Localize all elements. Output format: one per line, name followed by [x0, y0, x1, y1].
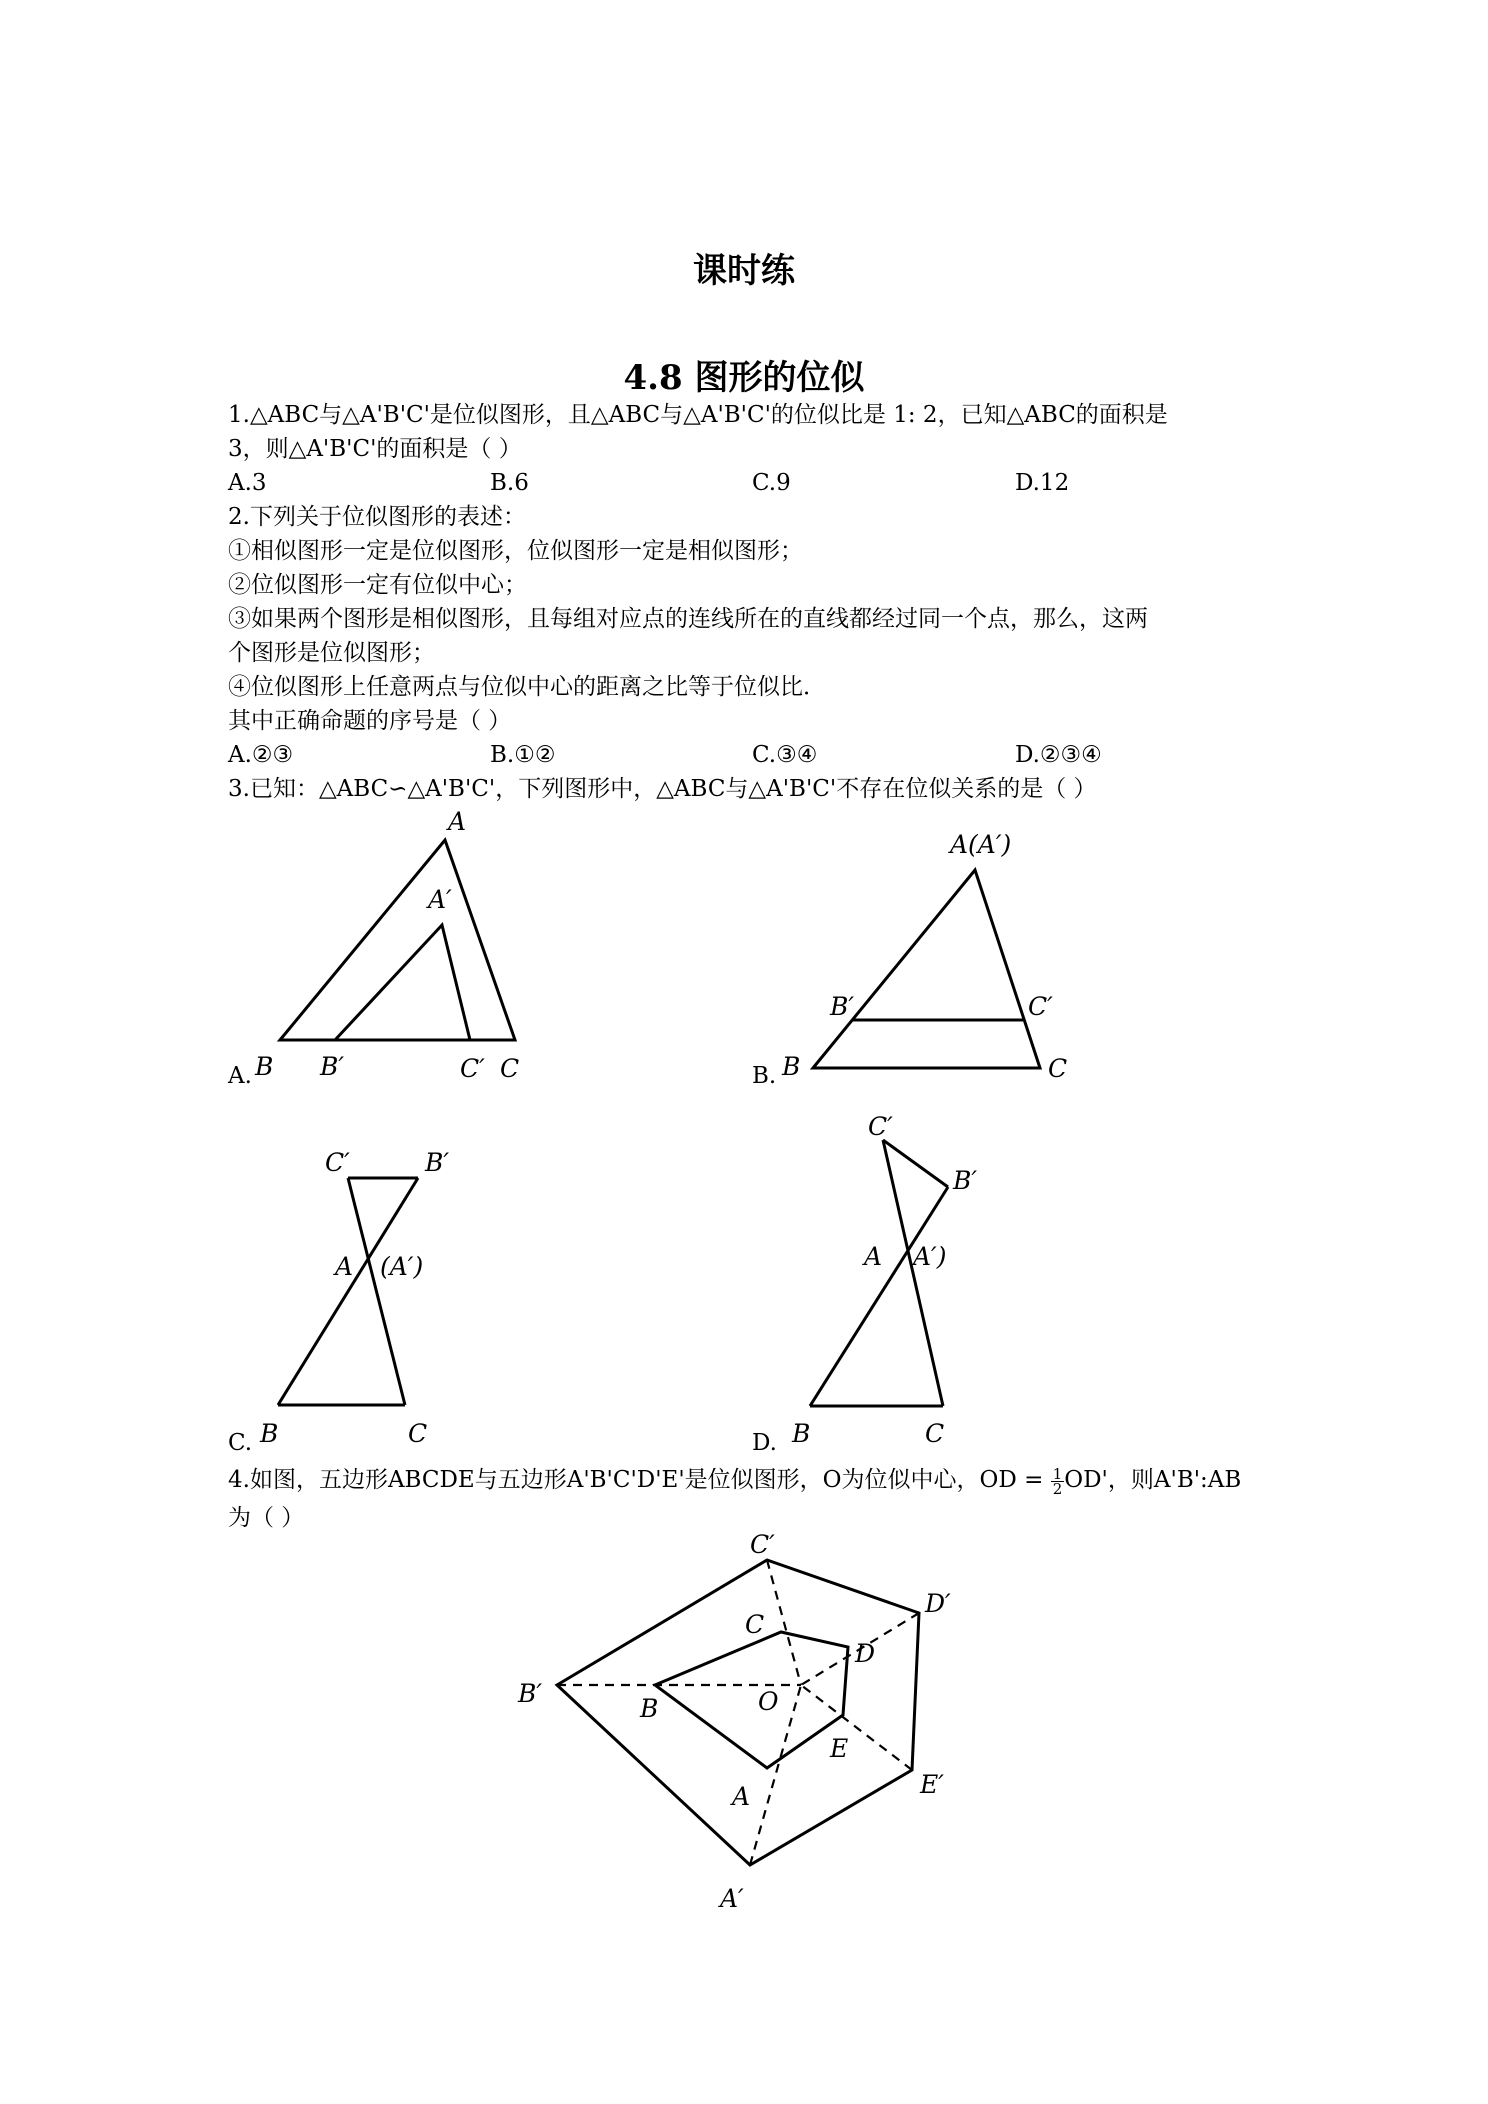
q4-stem-line1 [228, 1465, 1241, 1496]
label-d: D [855, 1639, 876, 1668]
q3-option-c: C. [228, 1430, 253, 1456]
pentagon-a-prime-e-prime [557, 1560, 919, 1865]
q2-statement-1: ①相似图形一定是位似图形，位似图形一定是相似图形； [228, 538, 803, 564]
q4-fraction-numerator: 1 [1052, 1464, 1063, 1483]
label-b-prime: B′ [830, 992, 855, 1021]
q2-option-d: D.②③④ [1015, 742, 1102, 768]
label-a-a-prime: A(A′) [950, 830, 1012, 859]
q1-option-a: A.3 [228, 470, 267, 496]
q2-statement-3a: ③如果两个图形是相似图形，且每组对应点的连线所在的直线都经过同一个点，那么，这两 [228, 606, 1148, 632]
label-b: B [255, 1052, 274, 1081]
label-a-prime-paren: A′) [913, 1242, 947, 1271]
q1-option-c: C.9 [752, 470, 791, 496]
label-c: C [1048, 1054, 1068, 1083]
label-a-prime-paren: (A′) [380, 1252, 424, 1281]
label-c-prime: C′ [325, 1148, 350, 1177]
label-b: B [792, 1419, 811, 1445]
q3-option-a: A. [228, 1063, 252, 1089]
label-c: C [745, 1610, 765, 1639]
q2-statement-4: ④位似图形上任意两点与位似中心的距离之比等于位似比． [228, 674, 826, 700]
segment-c-prime-c [883, 1140, 943, 1406]
section-title: 4.8 图形的位似 [623, 358, 865, 398]
label-b: B [640, 1694, 659, 1723]
q2-question: 其中正确命题的序号是（ ） [228, 708, 512, 734]
label-b-prime: B′ [953, 1166, 978, 1195]
q3-figure-d [780, 1105, 1020, 1445]
triangle-abc-b [813, 870, 1040, 1068]
q4-stem-post: OD'，则A'B':AB [1064, 1467, 1242, 1493]
q2-option-c: C.③④ [752, 742, 818, 768]
label-c: C [408, 1419, 428, 1448]
q1-option-b: B.6 [490, 470, 529, 496]
q2-option-a: A.②③ [228, 742, 294, 768]
label-a-prime: A′ [428, 885, 452, 914]
q3-stem: 3.已知：△ABC∽△A'B'C'，下列图形中，△ABC与△A'B'C'不存在位似关系的是（ ） [228, 776, 1097, 802]
q3-option-d: D. [752, 1430, 777, 1456]
label-a: A [864, 1242, 883, 1271]
q2-option-b: B.①② [490, 742, 556, 768]
label-e: E [830, 1734, 849, 1763]
q4-pentagon-figure [500, 1525, 1000, 1965]
label-c-prime: C′ [868, 1112, 893, 1141]
label-c: C [500, 1054, 520, 1083]
ray-o-e-prime [801, 1685, 912, 1770]
worksheet-title: 课时练 [693, 251, 795, 291]
q2-statement-2: ②位似图形一定有位似中心； [228, 572, 527, 598]
q3-figure-b [770, 815, 1100, 1095]
label-b: B [782, 1052, 801, 1081]
q4-stem-pre: 4.如图，五边形ABCDE与五边形A'B'C'D'E'是位似图形，O为位似中心，OD = [228, 1467, 1051, 1493]
q1-option-d: D.12 [1015, 470, 1070, 496]
label-b-prime: B′ [425, 1148, 450, 1177]
label-a: A [448, 807, 467, 836]
label-b-prime: B′ [518, 1679, 543, 1708]
label-d-prime: D′ [925, 1589, 951, 1618]
label-o: O [758, 1687, 779, 1716]
label-b: B [260, 1419, 279, 1448]
q2-statement-3b: 个图形是位似图形； [228, 640, 435, 666]
triangle-a-prime-a [335, 925, 470, 1040]
q3-figure-c [240, 1135, 470, 1455]
q3-figure-a [230, 800, 550, 1090]
triangle-abc-a [280, 840, 515, 1040]
segment-b-prime-b [810, 1187, 948, 1406]
label-e-prime: E′ [920, 1770, 944, 1799]
q2-stem: 2.下列关于位似图形的表述： [228, 504, 526, 530]
q4-fraction-denominator: 2 [1052, 1479, 1063, 1498]
label-a-prime: A′ [720, 1884, 744, 1913]
q1-stem-line2: 3，则△A'B'C'的面积是（ ） [228, 436, 522, 462]
label-c: C [925, 1419, 945, 1445]
q4-stem-line2: 为（ ） [228, 1505, 305, 1531]
q1-stem-line1: 1.△ABC与△A'B'C'是位似图形，且△ABC与△A'B'C'的位似比是 1: 2，已知△ABC的面积是 [228, 402, 1168, 428]
q3-option-b: B. [752, 1063, 777, 1089]
label-c-prime: C′ [1028, 992, 1053, 1021]
label-a: A [335, 1252, 354, 1281]
q4-fraction [1051, 1464, 1065, 1498]
label-b-prime: B′ [320, 1052, 345, 1081]
label-c-prime: C′ [750, 1530, 775, 1559]
label-a: A [732, 1782, 751, 1811]
ray-o-c-prime [767, 1560, 801, 1685]
label-c-prime: C′ [460, 1054, 485, 1083]
